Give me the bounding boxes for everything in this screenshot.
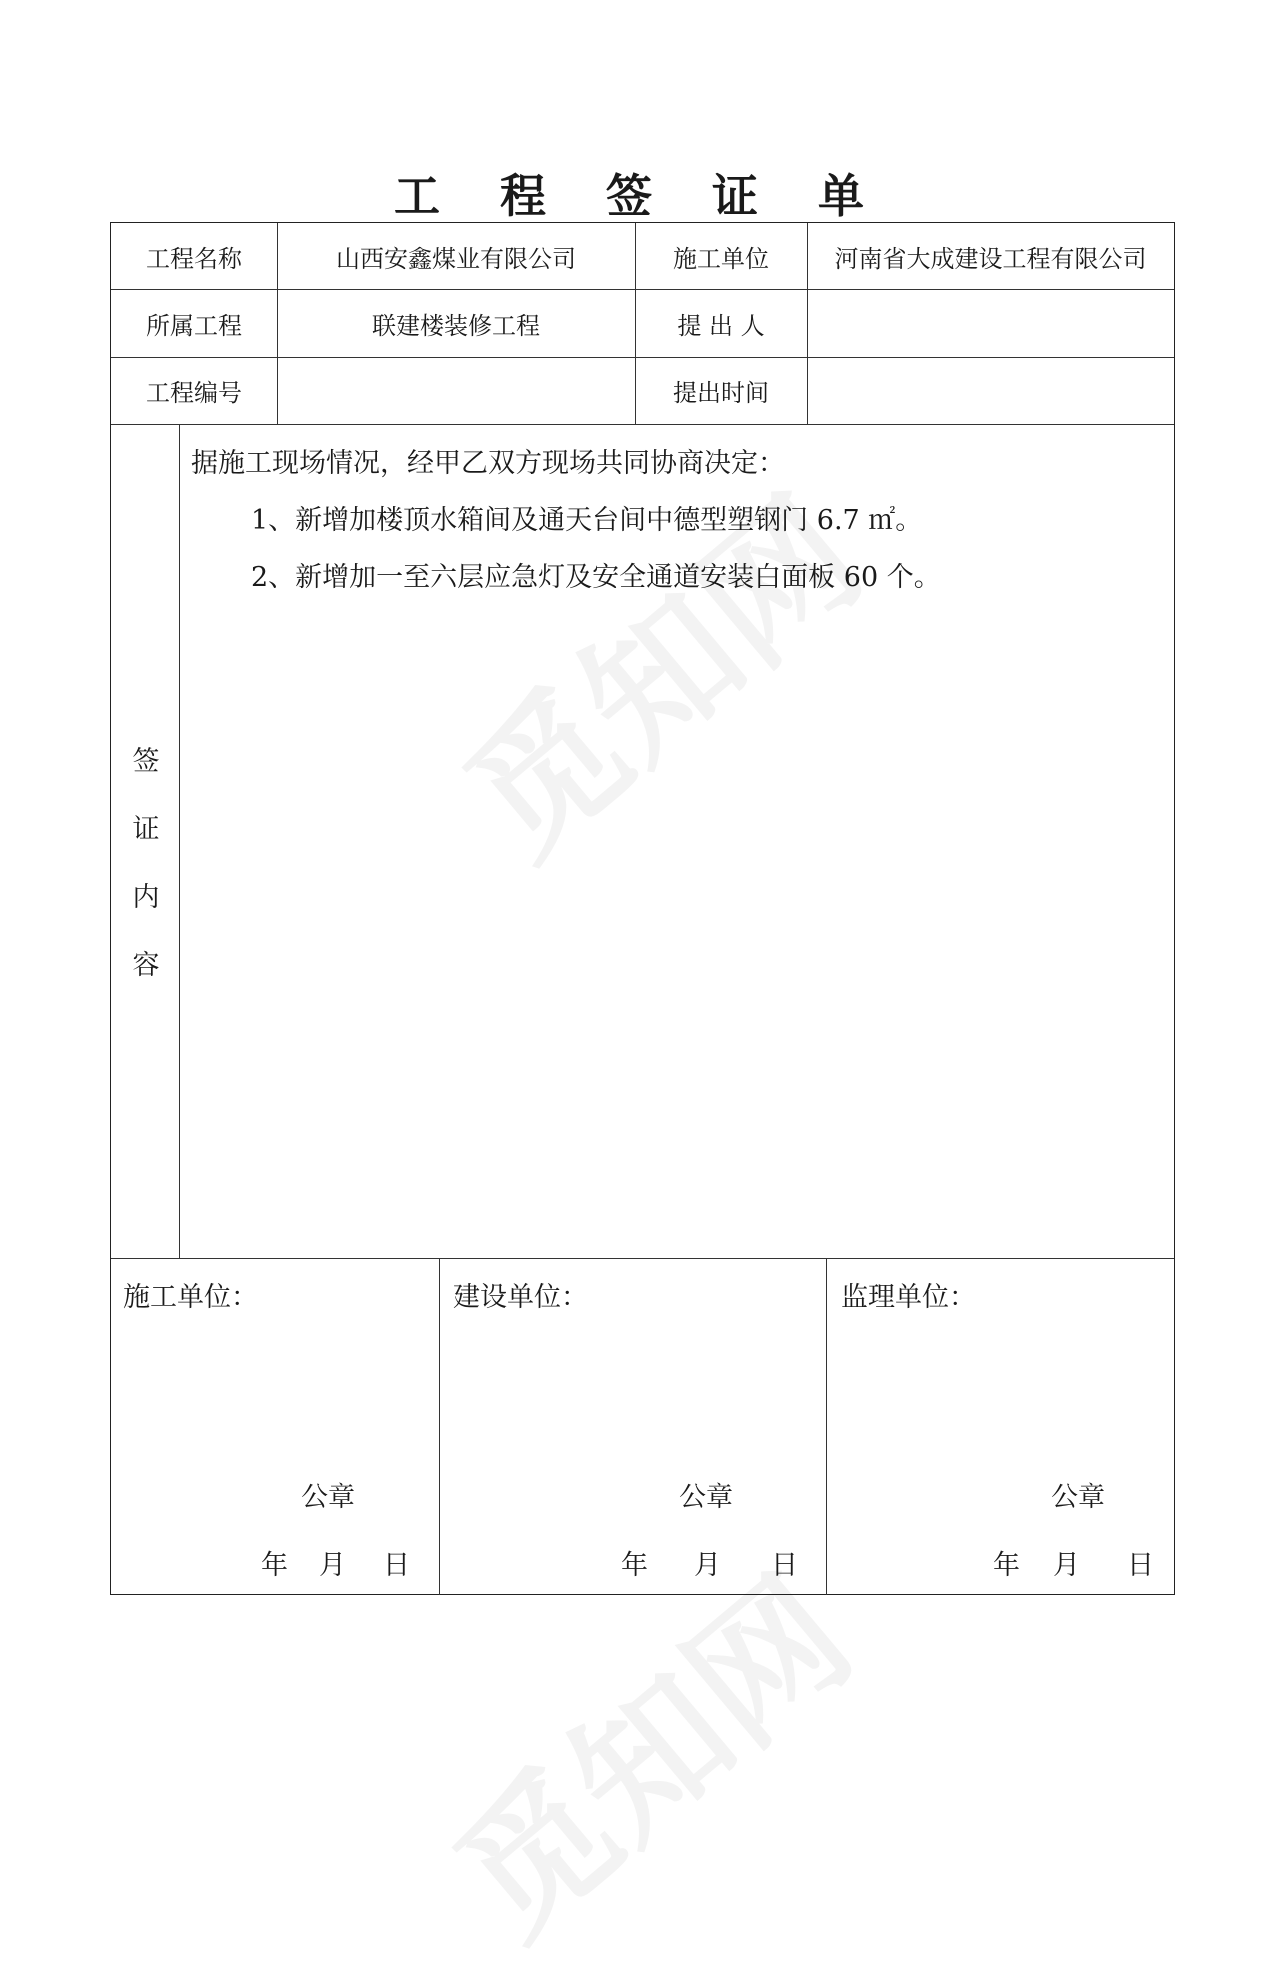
content-label-char: 证 bbox=[132, 814, 160, 845]
parent-project-value: 联建楼装修工程 bbox=[372, 311, 540, 340]
document-title: 工 程 签 证 单 bbox=[393, 169, 887, 223]
owner-signature-label: 建设单位： bbox=[453, 1282, 588, 1313]
content-label-char: 容 bbox=[132, 950, 160, 981]
supervisor-date-day: 日 bbox=[1127, 1550, 1154, 1581]
project-name-value: 山西安鑫煤业有限公司 bbox=[336, 244, 576, 273]
visa-form-table bbox=[110, 222, 1175, 1595]
content-section-label bbox=[111, 728, 181, 1000]
project-name-label: 工程名称 bbox=[146, 244, 242, 273]
contractor-value: 河南省大成建设工程有限公司 bbox=[834, 244, 1147, 273]
contractor-date-day: 日 bbox=[383, 1550, 410, 1581]
content-item: 1、新增加楼顶水箱间及通天台间中德型塑钢门 6.7 ㎡。 bbox=[251, 505, 923, 536]
proposer-value bbox=[807, 289, 1174, 357]
proposal-time-label: 提出时间 bbox=[673, 379, 769, 407]
owner-seal: 公章 bbox=[679, 1482, 733, 1513]
content-label-char: 内 bbox=[132, 882, 160, 913]
contractor-seal: 公章 bbox=[301, 1482, 355, 1513]
content-intro: 据施工现场情况，经甲乙双方现场共同协商决定： bbox=[191, 448, 785, 479]
proposal-time-value bbox=[807, 357, 1174, 424]
supervisor-date-month: 月 bbox=[1053, 1550, 1080, 1581]
supervisor-seal: 公章 bbox=[1051, 1482, 1105, 1513]
owner-date-year: 年 bbox=[621, 1550, 648, 1581]
project-number-value bbox=[277, 357, 635, 424]
owner-date-month: 月 bbox=[694, 1550, 721, 1581]
supervisor-signature-label: 监理单位： bbox=[841, 1282, 976, 1313]
content-label-char: 签 bbox=[132, 746, 160, 777]
owner-date-day: 日 bbox=[771, 1550, 798, 1581]
content-item: 2、新增加一至六层应急灯及安全通道安装白面板 60 个。 bbox=[251, 562, 941, 593]
parent-project-label: 所属工程 bbox=[146, 311, 242, 340]
project-number-label: 工程编号 bbox=[146, 379, 242, 407]
proposer-label: 提 出 人 bbox=[677, 311, 765, 340]
contractor-date-year: 年 bbox=[261, 1550, 288, 1581]
contractor-signature-label: 施工单位： bbox=[123, 1282, 258, 1313]
contractor-date-month: 月 bbox=[319, 1550, 346, 1581]
supervisor-date-year: 年 bbox=[993, 1550, 1020, 1581]
contractor-label: 施工单位 bbox=[673, 244, 769, 273]
